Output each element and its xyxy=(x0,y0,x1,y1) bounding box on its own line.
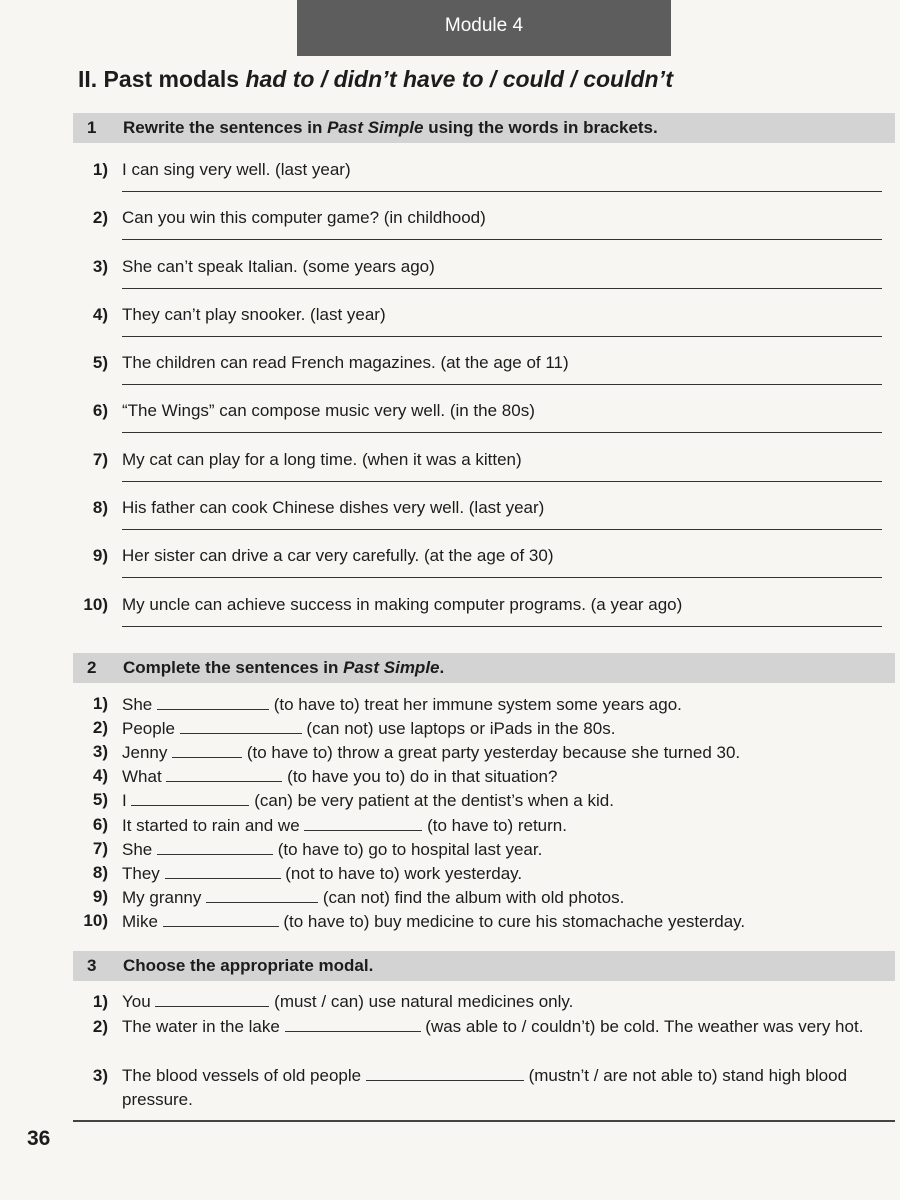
blank-input[interactable] xyxy=(304,815,422,831)
blank-input[interactable] xyxy=(206,887,318,903)
blank-input[interactable] xyxy=(166,766,282,782)
page-number: 36 xyxy=(27,1127,51,1150)
answer-line[interactable] xyxy=(122,577,882,578)
exercise-2-header xyxy=(73,653,895,683)
exercise-3-header xyxy=(73,951,895,981)
blank-input[interactable] xyxy=(155,991,269,1007)
exercise-1-header xyxy=(73,113,895,143)
blank-input[interactable] xyxy=(172,742,242,758)
blank-input[interactable] xyxy=(180,718,302,734)
exercise-3-instruction: Choose the appropriate modal. xyxy=(123,956,374,975)
exercise-1-number: 1 xyxy=(87,118,97,137)
blank-input[interactable] xyxy=(157,694,269,710)
blank-input[interactable] xyxy=(165,863,281,879)
answer-line[interactable] xyxy=(122,288,882,289)
blank-input[interactable] xyxy=(131,790,249,806)
section-heading-prefix: II. Past modals xyxy=(78,66,240,92)
answer-line[interactable] xyxy=(122,432,882,433)
section-heading xyxy=(78,66,673,93)
blank-input[interactable] xyxy=(163,911,279,927)
footer-divider xyxy=(73,1120,895,1122)
blank-input[interactable] xyxy=(285,1016,421,1032)
blank-input[interactable] xyxy=(366,1065,524,1081)
answer-line[interactable] xyxy=(122,336,882,337)
answer-line[interactable] xyxy=(122,529,882,530)
answer-line[interactable] xyxy=(122,481,882,482)
blank-input[interactable] xyxy=(157,839,273,855)
answer-line[interactable] xyxy=(122,384,882,385)
section-heading-modals: had to / didn’t have to / could / couldn’t xyxy=(245,66,674,92)
exercise-2-number: 2 xyxy=(87,658,97,677)
module-label: Module 4 xyxy=(297,0,671,56)
answer-line[interactable] xyxy=(122,626,882,627)
exercise-2-instruction: Complete the sentences in Past Simple. xyxy=(123,658,445,677)
exercise-1-instruction: Rewrite the sentences in Past Simple using the words in brackets. xyxy=(123,118,658,137)
answer-line[interactable] xyxy=(122,239,882,240)
exercise-3-number: 3 xyxy=(87,956,97,975)
answer-line[interactable] xyxy=(122,191,882,192)
